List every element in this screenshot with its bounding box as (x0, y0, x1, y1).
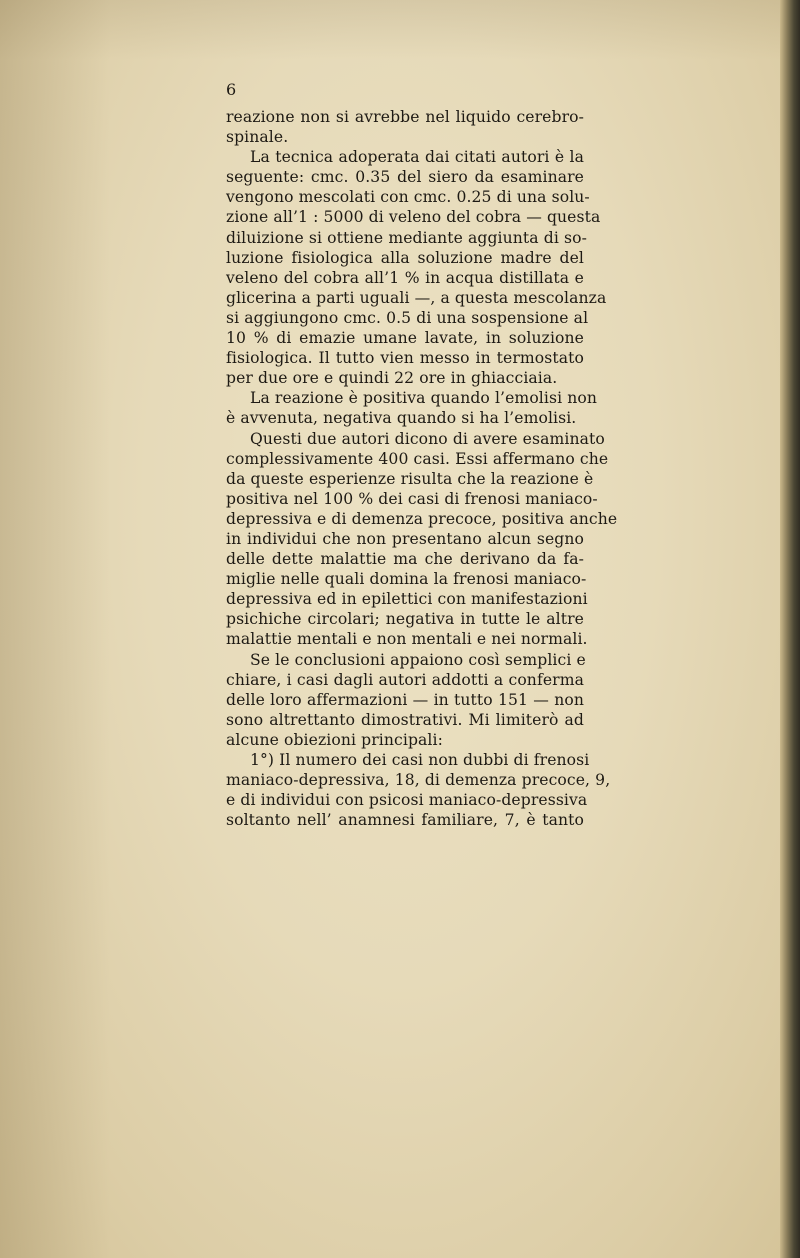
text-line: si aggiungono cmc. 0.5 di una sospensione al (226, 308, 589, 327)
text-line: 10 % di emazie umane lavate, in soluzione (226, 329, 584, 348)
text-line: sono altrettanto dimostrativi. Mi limiterò ad (226, 710, 584, 729)
text-line: spinale. (226, 128, 289, 147)
text-line: complessivamente 400 casi. Essi affermano che (226, 449, 609, 468)
page-edge (780, 0, 800, 1258)
text-line: veleno del cobra all’1 % in acqua distillata e (226, 268, 584, 287)
text-line: glicerina a parti uguali —, a questa mescolanza (226, 288, 607, 307)
text-line: e di individui con psicosi maniaco-depressiva (226, 791, 588, 810)
text-line: 1°) Il numero dei casi non dubbi di frenosi (250, 751, 590, 769)
text-line: vengono mescolati con cmc. 0.25 di una solu- (226, 188, 590, 207)
text-line: fisiologica. Il tutto vien messo in termostato (226, 349, 584, 368)
text-line: diluizione si ottiene mediante aggiunta di so- (226, 228, 587, 247)
text-line: delle dette malattie ma che derivano da fa- (226, 550, 584, 569)
text-line: per due ore e quindi 22 ore in ghiacciaia. (226, 369, 558, 388)
text-line: in individui che non presentano alcun segno (226, 529, 584, 548)
text-line: malattie mentali e non mentali e nei normali. (226, 630, 588, 649)
body-text (226, 107, 618, 830)
text-line: alcune obiezioni principali: (226, 730, 443, 749)
page-number: 6 (226, 80, 237, 99)
text-line: reazione non si avrebbe nel liquido cerebro- (226, 108, 584, 126)
page-shadow-left (0, 0, 110, 1258)
text-line: depressiva ed in epilettici con manifestazioni (226, 590, 588, 609)
text-line: da queste esperienze risulta che la reazione è (226, 469, 594, 488)
text-line: è avvenuta, negativa quando si ha l’emolisi. (226, 409, 577, 428)
text-line: soltanto nell’ anamnesi familiare, 7, è tanto (226, 811, 584, 830)
text-line: delle loro affermazioni — in tutto 151 — non (226, 690, 584, 709)
text-line: Se le conclusioni appaiono così semplici e (250, 650, 586, 669)
page-shadow-top (0, 0, 800, 60)
text-line: depressiva e di demenza precoce, positiva anche (226, 509, 618, 528)
text-line: luzione fisiologica alla soluzione madre del (226, 248, 584, 267)
text-line: zione all’1 : 5000 di veleno del cobra — questa (226, 208, 601, 227)
text-line: psichiche circolari; negativa in tutte le altre (226, 610, 584, 629)
text-line: maniaco-depressiva, 18, di demenza precoce, 9, (226, 771, 611, 790)
text-line: chiare, i casi dagli autori addotti a conferma (226, 670, 584, 689)
text-line: seguente: cmc. 0.35 del siero da esaminare (226, 168, 584, 187)
text-line: miglie nelle quali domina la frenosi maniaco- (226, 570, 587, 589)
text-line: La reazione è positiva quando l’emolisi non (250, 389, 598, 408)
text-line: Questi due autori dicono di avere esaminato (250, 429, 605, 448)
text-line: La tecnica adoperata dai citati autori è la (250, 148, 584, 167)
text-line: positiva nel 100 % dei casi di frenosi maniaco- (226, 489, 598, 508)
